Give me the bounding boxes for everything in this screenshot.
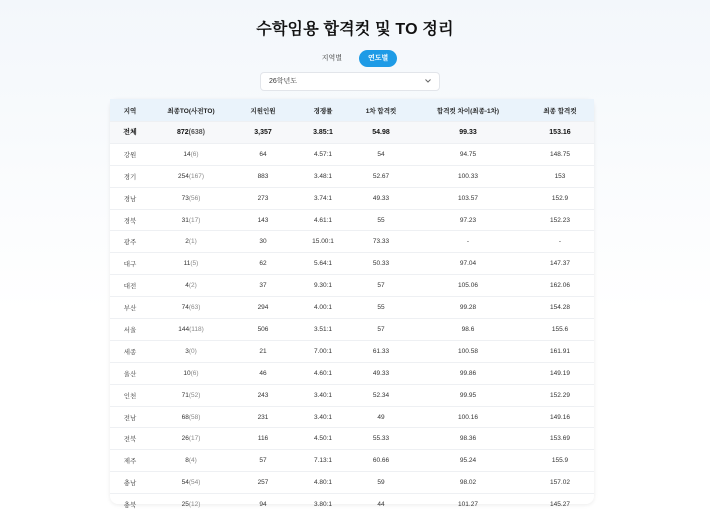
cell-first-cut: 59 xyxy=(352,472,410,494)
cell-region: 경기 xyxy=(110,165,150,187)
cell-first-cut: 57 xyxy=(352,319,410,341)
cell-region: 대전 xyxy=(110,275,150,297)
cell-diff: 98.02 xyxy=(410,472,526,494)
cell-final-cut: - xyxy=(526,231,594,253)
cell-applicants: 21 xyxy=(232,340,294,362)
toggle-year-button[interactable]: 연도별 xyxy=(359,50,397,67)
table-row xyxy=(110,428,594,450)
header-ratio: 경쟁률 xyxy=(294,99,352,122)
cell-ratio: 3.51:1 xyxy=(294,319,352,341)
cell-final-to: 872(638) xyxy=(150,122,232,144)
table-row xyxy=(110,384,594,406)
cell-final-to: 2(1) xyxy=(150,231,232,253)
cell-final-to: 25(12) xyxy=(150,494,232,515)
cell-diff: 97.23 xyxy=(410,209,526,231)
cell-applicants: 143 xyxy=(232,209,294,231)
cell-ratio: 4.60:1 xyxy=(294,362,352,384)
cell-region: 광주 xyxy=(110,231,150,253)
cell-final-cut: 152.9 xyxy=(526,187,594,209)
cell-diff: 98.6 xyxy=(410,319,526,341)
cell-diff: 100.16 xyxy=(410,406,526,428)
cell-final-cut: 153.16 xyxy=(526,122,594,144)
cell-applicants: 57 xyxy=(232,450,294,472)
cell-region: 강원 xyxy=(110,143,150,165)
table-row xyxy=(110,319,594,341)
table-row xyxy=(110,450,594,472)
cell-final-to: 4(2) xyxy=(150,275,232,297)
cutoff-table-card xyxy=(110,99,594,510)
cell-ratio: 7.00:1 xyxy=(294,340,352,362)
cell-final-cut: 149.19 xyxy=(526,362,594,384)
header-final-to: 최종TO(사전TO) xyxy=(150,99,232,122)
cell-final-to: 54(54) xyxy=(150,472,232,494)
table-row xyxy=(110,406,594,428)
cell-first-cut: 50.33 xyxy=(352,253,410,275)
cell-ratio: 4.00:1 xyxy=(294,297,352,319)
cell-first-cut: 55 xyxy=(352,209,410,231)
cell-diff: 99.28 xyxy=(410,297,526,319)
cell-applicants: 273 xyxy=(232,187,294,209)
cell-first-cut: 52.34 xyxy=(352,384,410,406)
cell-first-cut: 49.33 xyxy=(352,187,410,209)
cell-first-cut: 49 xyxy=(352,406,410,428)
cell-region: 충북 xyxy=(110,494,150,515)
cell-applicants: 30 xyxy=(232,231,294,253)
cell-applicants: 294 xyxy=(232,297,294,319)
cell-final-cut: 153.69 xyxy=(526,428,594,450)
cell-final-cut: 157.02 xyxy=(526,472,594,494)
cell-final-cut: 155.9 xyxy=(526,450,594,472)
cell-final-cut: 152.23 xyxy=(526,209,594,231)
cell-final-cut: 149.16 xyxy=(526,406,594,428)
toggle-region-button[interactable]: 지역별 xyxy=(321,55,342,62)
cell-region: 인천 xyxy=(110,384,150,406)
year-select-value: 26학년도 xyxy=(269,78,298,85)
cell-diff: - xyxy=(410,231,526,253)
cell-diff: 97.04 xyxy=(410,253,526,275)
cell-final-to: 74(63) xyxy=(150,297,232,319)
cell-final-cut: 154.28 xyxy=(526,297,594,319)
cell-final-to: 31(17) xyxy=(150,209,232,231)
cell-ratio: 4.50:1 xyxy=(294,428,352,450)
cell-first-cut: 57 xyxy=(352,275,410,297)
cell-final-cut: 145.27 xyxy=(526,494,594,515)
cell-region: 부산 xyxy=(110,297,150,319)
cell-first-cut: 44 xyxy=(352,494,410,515)
cell-ratio: 3.85:1 xyxy=(294,122,352,144)
cell-final-cut: 152.29 xyxy=(526,384,594,406)
cell-region: 충남 xyxy=(110,472,150,494)
cell-applicants: 94 xyxy=(232,494,294,515)
cell-applicants: 257 xyxy=(232,472,294,494)
cell-first-cut: 54 xyxy=(352,143,410,165)
cell-ratio: 4.80:1 xyxy=(294,472,352,494)
cell-first-cut: 73.33 xyxy=(352,231,410,253)
cell-final-to: 73(56) xyxy=(150,187,232,209)
cell-applicants: 64 xyxy=(232,143,294,165)
cell-applicants: 37 xyxy=(232,275,294,297)
cell-ratio: 7.13:1 xyxy=(294,450,352,472)
cell-diff: 101.27 xyxy=(410,494,526,515)
header-diff: 합격컷 차이(최종-1차) xyxy=(410,99,526,122)
cell-final-to: 26(17) xyxy=(150,428,232,450)
cell-region: 경남 xyxy=(110,187,150,209)
cell-ratio: 3.40:1 xyxy=(294,406,352,428)
cell-final-cut: 155.6 xyxy=(526,319,594,341)
cell-first-cut: 60.66 xyxy=(352,450,410,472)
header-final-cut: 최종 합격컷 xyxy=(526,99,594,122)
view-toggle xyxy=(0,50,710,67)
cell-ratio: 3.74:1 xyxy=(294,187,352,209)
cell-applicants: 116 xyxy=(232,428,294,450)
cell-first-cut: 52.67 xyxy=(352,165,410,187)
table-row xyxy=(110,297,594,319)
cell-diff: 103.57 xyxy=(410,187,526,209)
table-row xyxy=(110,472,594,494)
cell-final-cut: 161.91 xyxy=(526,340,594,362)
table-row xyxy=(110,253,594,275)
header-first-cut: 1차 합격컷 xyxy=(352,99,410,122)
cell-region: 세종 xyxy=(110,340,150,362)
cell-first-cut: 55 xyxy=(352,297,410,319)
cell-final-to: 68(58) xyxy=(150,406,232,428)
cell-region: 울산 xyxy=(110,362,150,384)
cell-diff: 100.33 xyxy=(410,165,526,187)
cell-region: 전남 xyxy=(110,406,150,428)
cell-ratio: 3.80:1 xyxy=(294,494,352,515)
page-title: 수학임용 합격컷 및 TO 정리 xyxy=(256,21,454,38)
table-row xyxy=(110,362,594,384)
cutoff-table xyxy=(110,99,594,515)
cell-final-cut: 147.37 xyxy=(526,253,594,275)
cell-region: 전체 xyxy=(110,122,150,144)
cell-first-cut: 49.33 xyxy=(352,362,410,384)
chevron-down-icon xyxy=(424,74,432,88)
cell-diff: 98.36 xyxy=(410,428,526,450)
cell-region: 대구 xyxy=(110,253,150,275)
cell-final-to: 254(167) xyxy=(150,165,232,187)
table-row xyxy=(110,231,594,253)
table-row xyxy=(110,209,594,231)
year-select[interactable] xyxy=(260,72,440,91)
cell-region: 경북 xyxy=(110,209,150,231)
cell-ratio: 3.40:1 xyxy=(294,384,352,406)
table-row xyxy=(110,143,594,165)
cell-first-cut: 61.33 xyxy=(352,340,410,362)
cell-applicants: 46 xyxy=(232,362,294,384)
cell-diff: 99.95 xyxy=(410,384,526,406)
cell-applicants: 3,357 xyxy=(232,122,294,144)
cell-final-to: 3(0) xyxy=(150,340,232,362)
cell-applicants: 883 xyxy=(232,165,294,187)
cell-first-cut: 55.33 xyxy=(352,428,410,450)
cell-final-cut: 162.06 xyxy=(526,275,594,297)
cell-applicants: 506 xyxy=(232,319,294,341)
cell-diff: 99.33 xyxy=(410,122,526,144)
cell-applicants: 231 xyxy=(232,406,294,428)
cell-final-to: 8(4) xyxy=(150,450,232,472)
cell-final-cut: 153 xyxy=(526,165,594,187)
cell-region: 제주 xyxy=(110,450,150,472)
header-region: 지역 xyxy=(110,99,150,122)
cell-ratio: 15.00:1 xyxy=(294,231,352,253)
cell-final-cut: 148.75 xyxy=(526,143,594,165)
table-row xyxy=(110,275,594,297)
cell-final-to: 11(5) xyxy=(150,253,232,275)
cell-diff: 105.06 xyxy=(410,275,526,297)
cell-diff: 100.58 xyxy=(410,340,526,362)
table-row xyxy=(110,187,594,209)
cell-final-to: 10(6) xyxy=(150,362,232,384)
table-row-total xyxy=(110,122,594,144)
cell-region: 전북 xyxy=(110,428,150,450)
cell-final-to: 71(52) xyxy=(150,384,232,406)
cell-first-cut: 54.98 xyxy=(352,122,410,144)
cell-ratio: 5.64:1 xyxy=(294,253,352,275)
cell-ratio: 3.48:1 xyxy=(294,165,352,187)
cell-diff: 94.75 xyxy=(410,143,526,165)
cell-diff: 95.24 xyxy=(410,450,526,472)
header-applicants: 지원인원 xyxy=(232,99,294,122)
cell-ratio: 9.30:1 xyxy=(294,275,352,297)
cell-ratio: 4.61:1 xyxy=(294,209,352,231)
table-row xyxy=(110,165,594,187)
cell-final-to: 14(6) xyxy=(150,143,232,165)
cell-final-to: 144(118) xyxy=(150,319,232,341)
table-row xyxy=(110,340,594,362)
table-header-row xyxy=(110,99,594,122)
cell-diff: 99.86 xyxy=(410,362,526,384)
table-row xyxy=(110,494,594,515)
cell-applicants: 243 xyxy=(232,384,294,406)
cell-ratio: 4.57:1 xyxy=(294,143,352,165)
cell-region: 서울 xyxy=(110,319,150,341)
cell-applicants: 62 xyxy=(232,253,294,275)
